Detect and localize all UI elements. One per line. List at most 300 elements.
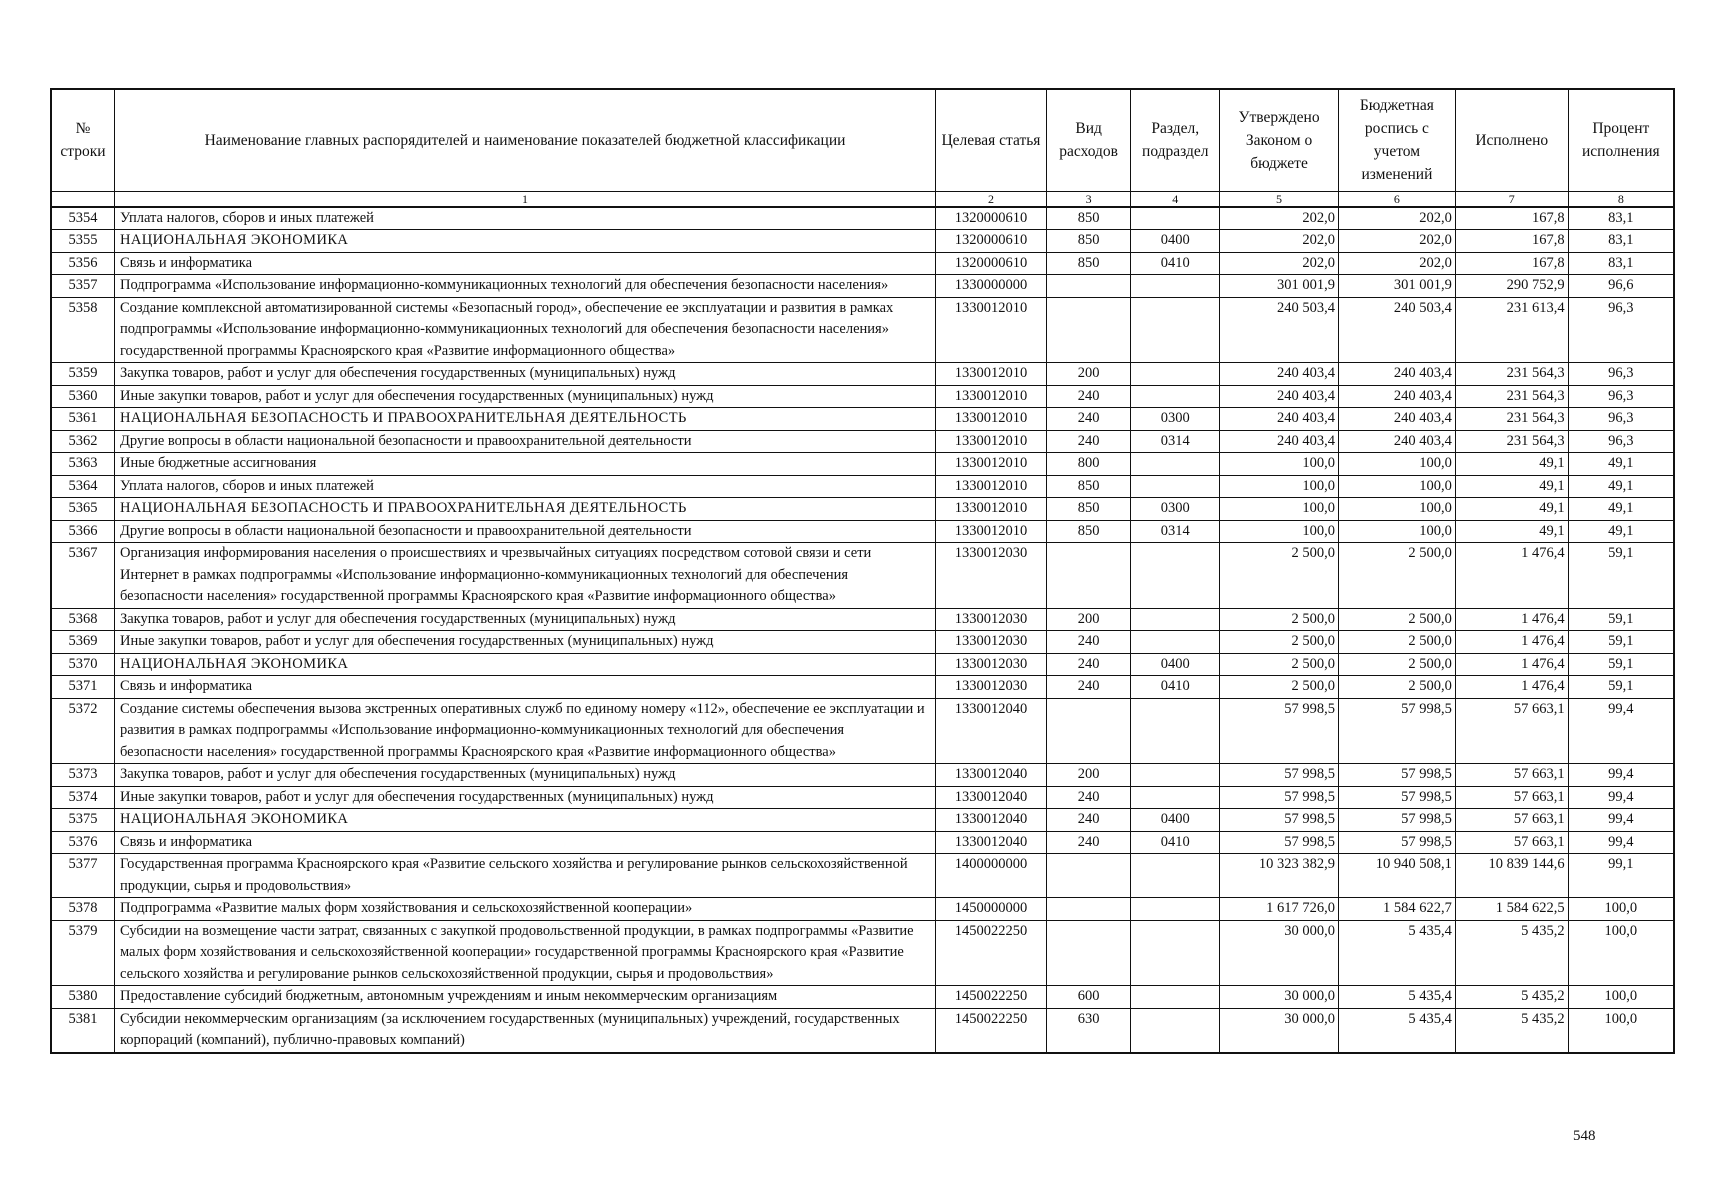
cell-row-number: 5357 [51,275,114,298]
cell-approved: 240 403,4 [1220,363,1339,386]
cell-budget-list: 2 500,0 [1338,653,1455,676]
cell-approved: 57 998,5 [1220,764,1339,787]
cell-target-article: 1330012030 [936,608,1047,631]
cell-approved: 240 403,4 [1220,385,1339,408]
cell-executed: 57 663,1 [1455,831,1568,854]
cell-expense-kind [1046,543,1131,609]
cell-section: 0314 [1131,520,1220,543]
cell-expense-kind: 850 [1046,230,1131,253]
cell-row-number: 5363 [51,453,114,476]
cell-budget-list: 10 940 508,1 [1338,854,1455,898]
cell-expense-kind: 240 [1046,408,1131,431]
cell-executed: 231 564,3 [1455,408,1568,431]
cell-target-article: 1320000610 [936,207,1047,230]
cell-section [1131,543,1220,609]
cell-target-article: 1330012040 [936,809,1047,832]
cell-percent: 99,4 [1568,831,1674,854]
cell-budget-list: 202,0 [1338,207,1455,230]
cell-name: Иные закупки товаров, работ и услуг для обеспечения государственных (муниципальных) нужд [114,385,935,408]
column-number-cell: 5 [1220,191,1339,207]
cell-executed: 1 476,4 [1455,543,1568,609]
cell-executed: 49,1 [1455,475,1568,498]
cell-target-article: 1450022250 [936,986,1047,1009]
header-row [51,89,1674,191]
cell-section [1131,385,1220,408]
cell-target-article: 1330012040 [936,698,1047,764]
cell-row-number: 5364 [51,475,114,498]
cell-expense-kind: 630 [1046,1008,1131,1053]
table-row [51,430,1674,453]
table-row [51,608,1674,631]
cell-section: 0300 [1131,498,1220,521]
cell-percent: 49,1 [1568,498,1674,521]
cell-budget-list: 202,0 [1338,252,1455,275]
cell-row-number: 5365 [51,498,114,521]
table-row [51,986,1674,1009]
cell-name: Подпрограмма «Использование информационно-коммуникационных технологий для обеспечения безопасности населения» [114,275,935,298]
cell-name: Другие вопросы в области национальной безопасности и правоохранительной деятельности [114,430,935,453]
cell-budget-list: 301 001,9 [1338,275,1455,298]
cell-name: Подпрограмма «Развитие малых форм хозяйствования и сельскохозяйственной кооперации» [114,898,935,921]
cell-target-article: 1330012010 [936,453,1047,476]
cell-row-number: 5380 [51,986,114,1009]
cell-executed: 167,8 [1455,252,1568,275]
cell-percent: 100,0 [1568,986,1674,1009]
cell-budget-list: 2 500,0 [1338,608,1455,631]
cell-approved: 100,0 [1220,453,1339,476]
cell-budget-list: 100,0 [1338,475,1455,498]
cell-budget-list: 240 403,4 [1338,408,1455,431]
cell-row-number: 5361 [51,408,114,431]
cell-expense-kind [1046,920,1131,986]
cell-approved: 57 998,5 [1220,831,1339,854]
cell-name: НАЦИОНАЛЬНАЯ ЭКОНОМИКА [114,230,935,253]
cell-row-number: 5377 [51,854,114,898]
cell-approved: 30 000,0 [1220,920,1339,986]
cell-expense-kind: 200 [1046,608,1131,631]
cell-executed: 49,1 [1455,520,1568,543]
cell-section: 0410 [1131,252,1220,275]
column-number-row [51,191,1674,207]
cell-target-article: 1330012040 [936,764,1047,787]
cell-executed: 290 752,9 [1455,275,1568,298]
cell-executed: 231 564,3 [1455,430,1568,453]
cell-approved: 100,0 [1220,475,1339,498]
cell-target-article: 1450022250 [936,1008,1047,1053]
cell-target-article: 1330012010 [936,297,1047,363]
cell-expense-kind: 800 [1046,453,1131,476]
cell-section [1131,363,1220,386]
cell-section [1131,986,1220,1009]
cell-executed: 231 613,4 [1455,297,1568,363]
cell-section: 0410 [1131,676,1220,699]
header-cell-section: Раздел, подраздел [1131,89,1220,191]
cell-percent: 99,1 [1568,854,1674,898]
cell-expense-kind [1046,297,1131,363]
cell-row-number: 5378 [51,898,114,921]
cell-expense-kind: 600 [1046,986,1131,1009]
cell-name: Создание системы обеспечения вызова экстренных оперативных служб по единому номеру «112», обеспечение ее эксплуатации и развития в рамках подпрограммы «Использование информационно-коммуникационных технологий для обеспечения безопасности населения» государственной программы Красноярского края «Развитие информационного общества» [114,698,935,764]
cell-approved: 202,0 [1220,207,1339,230]
cell-approved: 301 001,9 [1220,275,1339,298]
table-row [51,275,1674,298]
cell-percent: 96,3 [1568,385,1674,408]
cell-approved: 57 998,5 [1220,809,1339,832]
cell-name: Закупка товаров, работ и услуг для обеспечения государственных (муниципальных) нужд [114,363,935,386]
table-row [51,475,1674,498]
header-cell-executed: Исполнено [1455,89,1568,191]
cell-section [1131,453,1220,476]
cell-expense-kind [1046,898,1131,921]
cell-budget-list: 240 403,4 [1338,363,1455,386]
cell-row-number: 5362 [51,430,114,453]
cell-name: НАЦИОНАЛЬНАЯ БЕЗОПАСНОСТЬ И ПРАВООХРАНИТЕЛЬНАЯ ДЕЯТЕЛЬНОСТЬ [114,498,935,521]
cell-target-article: 1400000000 [936,854,1047,898]
cell-expense-kind: 240 [1046,809,1131,832]
table-row [51,543,1674,609]
cell-expense-kind: 850 [1046,498,1131,521]
cell-row-number: 5369 [51,631,114,654]
cell-approved: 2 500,0 [1220,608,1339,631]
cell-percent: 96,6 [1568,275,1674,298]
cell-row-number: 5376 [51,831,114,854]
cell-executed: 231 564,3 [1455,363,1568,386]
cell-target-article: 1330012040 [936,786,1047,809]
cell-expense-kind: 240 [1046,786,1131,809]
cell-section [1131,631,1220,654]
cell-section: 0400 [1131,653,1220,676]
cell-approved: 100,0 [1220,520,1339,543]
cell-budget-list: 2 500,0 [1338,631,1455,654]
cell-row-number: 5370 [51,653,114,676]
table-row [51,786,1674,809]
column-number-cell: 3 [1046,191,1131,207]
cell-executed: 5 435,2 [1455,920,1568,986]
cell-budget-list: 2 500,0 [1338,676,1455,699]
cell-percent: 59,1 [1568,653,1674,676]
cell-name: Предоставление субсидий бюджетным, автономным учреждениям и иным некоммерческим организациям [114,986,935,1009]
cell-budget-list: 100,0 [1338,498,1455,521]
cell-name: Государственная программа Красноярского края «Развитие сельского хозяйства и регулирование рынков сельскохозяйственной продукции, сырья и продовольствия» [114,854,935,898]
header-cell-row-number: № строки [51,89,114,191]
cell-expense-kind [1046,275,1131,298]
cell-target-article: 1450022250 [936,920,1047,986]
cell-executed: 10 839 144,6 [1455,854,1568,898]
cell-executed: 167,8 [1455,207,1568,230]
cell-row-number: 5358 [51,297,114,363]
column-number-cell: 6 [1338,191,1455,207]
cell-executed: 5 435,2 [1455,1008,1568,1053]
cell-name: Создание комплексной автоматизированной системы «Безопасный город», обеспечение ее эксплуатации и развития в рамках подпрограммы «Использование информационно-коммуникационных технологий для обеспечения безопасности населения» государственной программы Красноярского края «Развитие информационного общества» [114,297,935,363]
table-row [51,453,1674,476]
cell-row-number: 5371 [51,676,114,699]
cell-budget-list: 5 435,4 [1338,920,1455,986]
cell-percent: 49,1 [1568,453,1674,476]
cell-row-number: 5381 [51,1008,114,1053]
cell-approved: 2 500,0 [1220,543,1339,609]
cell-percent: 49,1 [1568,475,1674,498]
header-cell-percent: Процент исполнения [1568,89,1674,191]
cell-expense-kind: 200 [1046,363,1131,386]
cell-expense-kind [1046,698,1131,764]
cell-target-article: 1330012010 [936,520,1047,543]
cell-percent: 99,4 [1568,809,1674,832]
table-row [51,809,1674,832]
cell-name: Связь и информатика [114,252,935,275]
cell-executed: 1 476,4 [1455,676,1568,699]
header-cell-target-article: Целевая статья [936,89,1047,191]
cell-row-number: 5360 [51,385,114,408]
cell-section [1131,207,1220,230]
cell-target-article: 1330012030 [936,543,1047,609]
cell-target-article: 1330012030 [936,676,1047,699]
cell-percent: 83,1 [1568,230,1674,253]
cell-section: 0300 [1131,408,1220,431]
cell-percent: 100,0 [1568,1008,1674,1053]
cell-target-article: 1330012030 [936,653,1047,676]
cell-percent: 83,1 [1568,207,1674,230]
cell-approved: 57 998,5 [1220,698,1339,764]
cell-name: Субсидии некоммерческим организациям (за исключением государственных (муниципальных) учреждений, государственных корпораций (компаний), публично-правовых компаний) [114,1008,935,1053]
cell-section [1131,698,1220,764]
cell-row-number: 5356 [51,252,114,275]
table-header [51,89,1674,207]
cell-budget-list: 57 998,5 [1338,786,1455,809]
cell-approved: 240 403,4 [1220,408,1339,431]
cell-percent: 96,3 [1568,408,1674,431]
cell-expense-kind: 240 [1046,676,1131,699]
cell-expense-kind: 240 [1046,430,1131,453]
cell-row-number: 5379 [51,920,114,986]
cell-executed: 49,1 [1455,498,1568,521]
cell-target-article: 1330012010 [936,385,1047,408]
cell-percent: 99,4 [1568,698,1674,764]
budget-table [50,88,1675,1054]
cell-row-number: 5372 [51,698,114,764]
column-number-cell: 8 [1568,191,1674,207]
cell-percent: 96,3 [1568,363,1674,386]
cell-executed: 1 584 622,5 [1455,898,1568,921]
cell-name: Связь и информатика [114,831,935,854]
cell-section: 0400 [1131,230,1220,253]
cell-target-article: 1330012010 [936,430,1047,453]
header-cell-expense-kind: Вид расходов [1046,89,1131,191]
cell-percent: 96,3 [1568,297,1674,363]
table-row [51,297,1674,363]
cell-executed: 57 663,1 [1455,786,1568,809]
cell-percent: 59,1 [1568,631,1674,654]
cell-section [1131,764,1220,787]
cell-target-article: 1330012010 [936,475,1047,498]
cell-executed: 57 663,1 [1455,809,1568,832]
cell-section [1131,898,1220,921]
cell-approved: 2 500,0 [1220,676,1339,699]
cell-approved: 2 500,0 [1220,631,1339,654]
cell-row-number: 5373 [51,764,114,787]
cell-name: НАЦИОНАЛЬНАЯ БЕЗОПАСНОСТЬ И ПРАВООХРАНИТЕЛЬНАЯ ДЕЯТЕЛЬНОСТЬ [114,408,935,431]
table-row [51,854,1674,898]
cell-name: Иные бюджетные ассигнования [114,453,935,476]
cell-target-article: 1330012010 [936,363,1047,386]
table-row [51,631,1674,654]
table-row [51,363,1674,386]
cell-percent: 83,1 [1568,252,1674,275]
cell-budget-list: 100,0 [1338,453,1455,476]
cell-budget-list: 1 584 622,7 [1338,898,1455,921]
cell-budget-list: 100,0 [1338,520,1455,543]
table-row [51,676,1674,699]
cell-section [1131,786,1220,809]
cell-budget-list: 57 998,5 [1338,698,1455,764]
table-row [51,498,1674,521]
table-row [51,207,1674,230]
table-row [51,764,1674,787]
cell-name: Иные закупки товаров, работ и услуг для обеспечения государственных (муниципальных) нужд [114,631,935,654]
cell-executed: 49,1 [1455,453,1568,476]
cell-target-article: 1330012030 [936,631,1047,654]
table-row [51,408,1674,431]
cell-executed: 57 663,1 [1455,764,1568,787]
cell-target-article: 1330012010 [936,408,1047,431]
column-number-cell: 4 [1131,191,1220,207]
cell-budget-list: 57 998,5 [1338,764,1455,787]
cell-percent: 99,4 [1568,764,1674,787]
cell-percent: 99,4 [1568,786,1674,809]
cell-executed: 1 476,4 [1455,653,1568,676]
cell-target-article: 1320000610 [936,230,1047,253]
cell-target-article: 1330012010 [936,498,1047,521]
cell-name: Иные закупки товаров, работ и услуг для обеспечения государственных (муниципальных) нужд [114,786,935,809]
cell-budget-list: 5 435,4 [1338,1008,1455,1053]
cell-section [1131,1008,1220,1053]
cell-name: Закупка товаров, работ и услуг для обеспечения государственных (муниципальных) нужд [114,608,935,631]
cell-budget-list: 240 403,4 [1338,430,1455,453]
cell-approved: 100,0 [1220,498,1339,521]
cell-approved: 2 500,0 [1220,653,1339,676]
cell-percent: 100,0 [1568,898,1674,921]
cell-name: Закупка товаров, работ и услуг для обеспечения государственных (муниципальных) нужд [114,764,935,787]
cell-expense-kind: 240 [1046,653,1131,676]
cell-percent: 59,1 [1568,676,1674,699]
table-row [51,898,1674,921]
cell-expense-kind: 850 [1046,475,1131,498]
cell-name: НАЦИОНАЛЬНАЯ ЭКОНОМИКА [114,809,935,832]
header-cell-name: Наименование главных распорядителей и наименование показателей бюджетной классификации [114,89,935,191]
cell-name: Связь и информатика [114,676,935,699]
header-cell-budget-list: Бюджетная роспись с учетом изменений [1338,89,1455,191]
table-row [51,698,1674,764]
cell-name: Организация информирования населения о происшествиях и чрезвычайных ситуациях посредством сотовой связи и сети Интернет в рамках подпрограммы «Использование информационно-коммуникационных технологий для обеспечения безопасности населения» государственной программы Красноярского края «Развитие информационного общества» [114,543,935,609]
cell-budget-list: 2 500,0 [1338,543,1455,609]
cell-section [1131,275,1220,298]
cell-row-number: 5375 [51,809,114,832]
cell-budget-list: 57 998,5 [1338,831,1455,854]
cell-section [1131,475,1220,498]
cell-row-number: 5368 [51,608,114,631]
cell-expense-kind: 850 [1046,520,1131,543]
cell-approved: 1 617 726,0 [1220,898,1339,921]
cell-target-article: 1330000000 [936,275,1047,298]
cell-row-number: 5366 [51,520,114,543]
cell-budget-list: 240 503,4 [1338,297,1455,363]
cell-row-number: 5374 [51,786,114,809]
header-cell-approved: Утверждено Законом о бюджете [1220,89,1339,191]
cell-percent: 59,1 [1568,608,1674,631]
cell-expense-kind: 240 [1046,631,1131,654]
table-row [51,920,1674,986]
cell-row-number: 5367 [51,543,114,609]
cell-target-article: 1450000000 [936,898,1047,921]
cell-name: Уплата налогов, сборов и иных платежей [114,475,935,498]
cell-approved: 240 503,4 [1220,297,1339,363]
table-row [51,385,1674,408]
cell-budget-list: 5 435,4 [1338,986,1455,1009]
column-number-cell: 2 [936,191,1047,207]
cell-section: 0400 [1131,809,1220,832]
cell-approved: 240 403,4 [1220,430,1339,453]
cell-executed: 1 476,4 [1455,631,1568,654]
cell-name: Другие вопросы в области национальной безопасности и правоохранительной деятельности [114,520,935,543]
cell-executed: 1 476,4 [1455,608,1568,631]
cell-approved: 57 998,5 [1220,786,1339,809]
cell-row-number: 5359 [51,363,114,386]
table-row [51,653,1674,676]
cell-executed: 5 435,2 [1455,986,1568,1009]
cell-approved: 30 000,0 [1220,1008,1339,1053]
table-row [51,520,1674,543]
cell-section: 0410 [1131,831,1220,854]
column-number-cell [51,191,114,207]
cell-budget-list: 202,0 [1338,230,1455,253]
cell-row-number: 5355 [51,230,114,253]
cell-approved: 202,0 [1220,230,1339,253]
cell-section [1131,297,1220,363]
table-row [51,252,1674,275]
page-number: 548 [1573,1128,1596,1144]
cell-approved: 10 323 382,9 [1220,854,1339,898]
cell-name: Субсидии на возмещение части затрат, связанных с закупкой продовольственной продукции, в рамках подпрограммы «Развитие малых форм хозяйствования и сельскохозяйственной кооперации» государственной программы Красноярского края «Развитие сельского хозяйства и регулирование рынков сельскохозяйственной продукции, сырья и продовольствия» [114,920,935,986]
cell-executed: 167,8 [1455,230,1568,253]
cell-row-number: 5354 [51,207,114,230]
cell-expense-kind [1046,854,1131,898]
column-number-cell: 1 [114,191,935,207]
cell-expense-kind: 240 [1046,831,1131,854]
cell-executed: 57 663,1 [1455,698,1568,764]
cell-expense-kind: 850 [1046,252,1131,275]
cell-percent: 49,1 [1568,520,1674,543]
cell-percent: 96,3 [1568,430,1674,453]
cell-expense-kind: 240 [1046,385,1131,408]
cell-target-article: 1320000610 [936,252,1047,275]
table-row [51,831,1674,854]
cell-section [1131,854,1220,898]
cell-executed: 231 564,3 [1455,385,1568,408]
table-row [51,230,1674,253]
cell-target-article: 1330012040 [936,831,1047,854]
column-number-cell: 7 [1455,191,1568,207]
table-body [51,207,1674,1053]
cell-budget-list: 57 998,5 [1338,809,1455,832]
cell-expense-kind: 850 [1046,207,1131,230]
cell-percent: 59,1 [1568,543,1674,609]
cell-approved: 30 000,0 [1220,986,1339,1009]
cell-section [1131,608,1220,631]
cell-name: Уплата налогов, сборов и иных платежей [114,207,935,230]
cell-budget-list: 240 403,4 [1338,385,1455,408]
cell-expense-kind: 200 [1046,764,1131,787]
cell-approved: 202,0 [1220,252,1339,275]
table-row [51,1008,1674,1053]
